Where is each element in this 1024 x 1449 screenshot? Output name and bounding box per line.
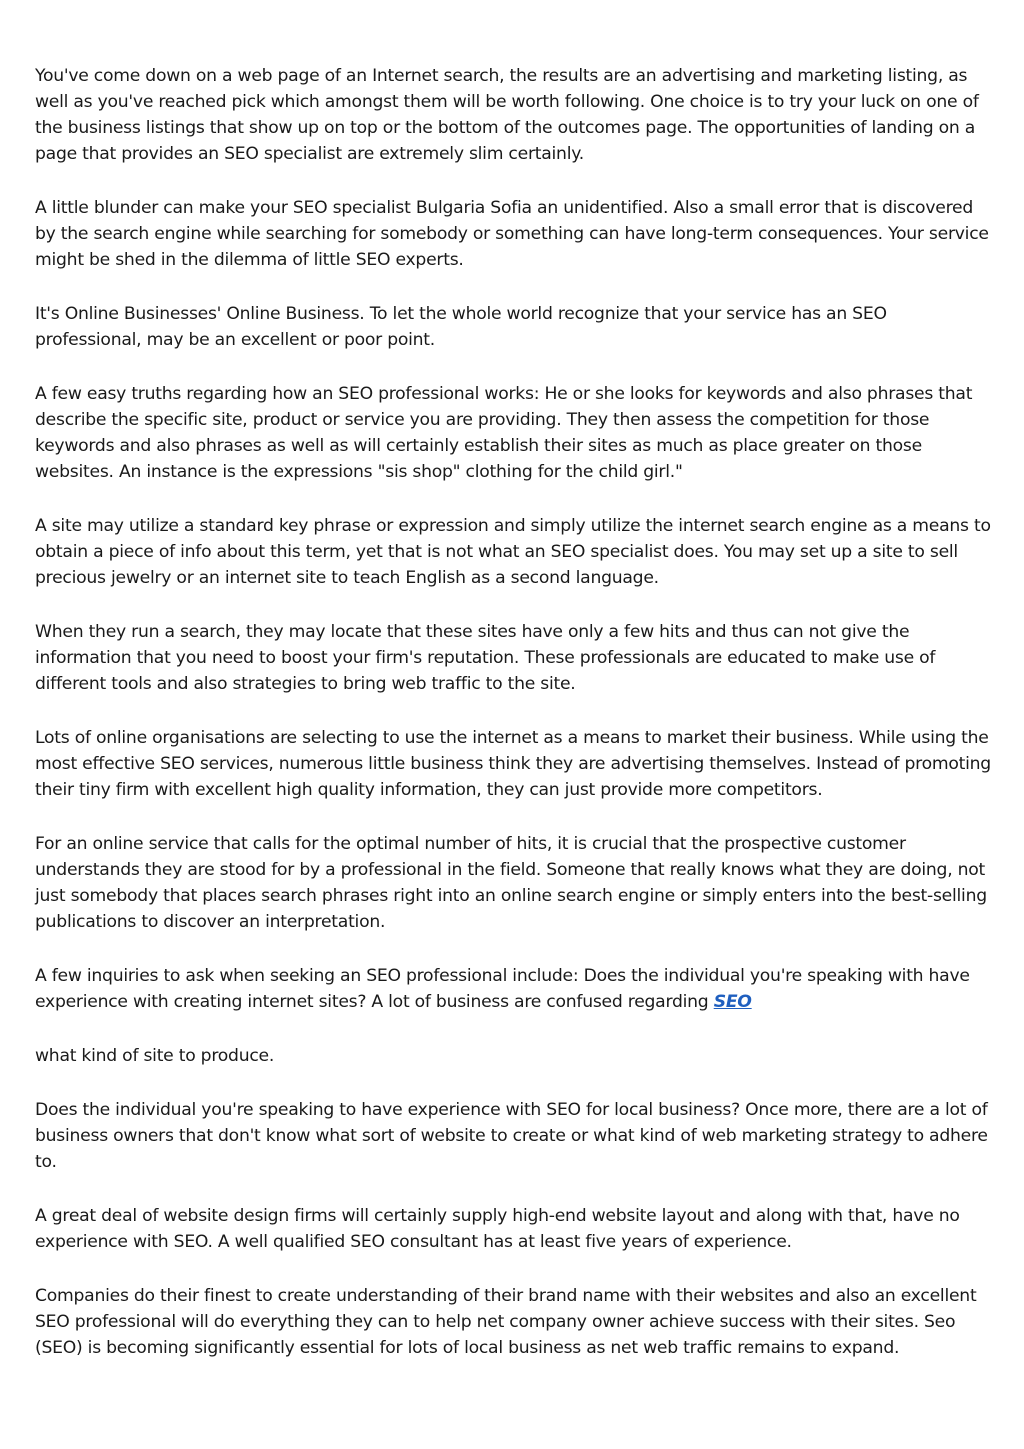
seo-link[interactable]: SEO xyxy=(713,992,752,1012)
paragraph-12: A great deal of website design firms will certainly supply high-end website layout and along with that, have no experience with SEO. A well qualified SEO consultant has at least five years of experience. xyxy=(35,1206,960,1252)
paragraph-9 xyxy=(35,963,993,1015)
paragraph-7: Lots of online organisations are selecting to use the internet as a means to market their business. While using the most effective SEO services, numerous little business think they are advertising themselves. Instead of promoting their tiny firm with excellent high quality information, they can just provide more competitors. xyxy=(35,728,991,800)
paragraph-3: It's Online Businesses' Online Business. To let the whole world recognize that your service has an SEO professional, may be an excellent or poor point. xyxy=(35,304,887,350)
paragraph-4: A few easy truths regarding how an SEO professional works: He or she looks for keywords and also phrases that describe the specific site, product or service you are providing. They then assess the competition for those keywords and also phrases as well as will certainly establish their sites as much as place greater on those websites. An instance is the expressions "sis shop" clothing for the child girl." xyxy=(35,384,973,482)
paragraph-1: You've come down on a web page of an Internet search, the results are an advertising and marketing listing, as well as you've reached pick which amongst them will be worth following. One choice is to try your luck on one of the business listings that show up on top or the bottom of the outcomes page. The opportunities of landing on a page that provides an SEO specialist are extremely slim certainly. xyxy=(35,66,979,164)
paragraph-9-text: A few inquiries to ask when seeking an SEO professional include: Does the individual you're speaking with have experience with creating internet sites? A lot of business are confused regarding xyxy=(35,966,970,1012)
paragraph-13: Companies do their finest to create understanding of their brand name with their websites and also an excellent SEO professional will do everything they can to help net company owner achieve success with their sites. Seo (SEO) is becoming significantly essential for lots of local business as net web traffic remains to expand. xyxy=(35,1286,977,1358)
paragraph-6: When they run a search, they may locate that these sites have only a few hits and thus can not give the information that you need to boost your firm's reputation. These professionals are educated to make use of different tools and also strategies to bring web traffic to the site. xyxy=(35,622,936,694)
paragraph-11: Does the individual you're speaking to have experience with SEO for local business? Once more, there are a lot of business owners that don't know what sort of website to create or what kind of web marketing strategy to adhere to. xyxy=(35,1100,988,1172)
paragraph-5: A site may utilize a standard key phrase or expression and simply utilize the internet search engine as a means to obtain a piece of info about this term, yet that is not what an SEO specialist does. You may set up a site to sell precious jewelry or an internet site to teach English as a second language. xyxy=(35,516,991,588)
paragraph-10: what kind of site to produce. xyxy=(35,1046,275,1066)
paragraph-8: For an online service that calls for the optimal number of hits, it is crucial that the prospective customer understands they are stood for by a professional in the field. Someone that really knows what they are doing, not just somebody that places search phrases right into an online search engine or simply enters into the best-selling publications to discover an interpretation. xyxy=(35,834,987,932)
paragraph-2: A little blunder can make your SEO specialist Bulgaria Sofia an unidentified. Also a small error that is discovered by the search engine while searching for somebody or something can have long-term consequences. Your service might be shed in the dilemma of little SEO experts. xyxy=(35,198,989,270)
document-body xyxy=(35,63,993,1361)
